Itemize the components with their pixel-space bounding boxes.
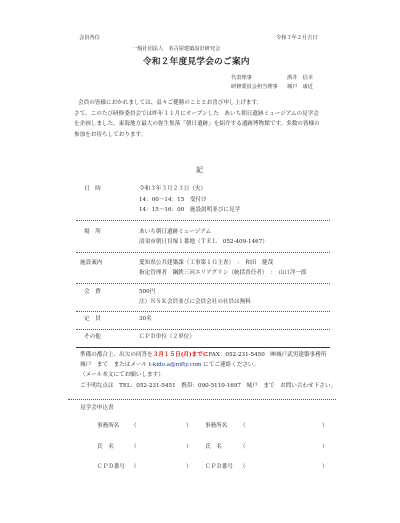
body-line-3: を企画しました。東海地方最大の弥生集落「朝日遺跡」を紹介する遺跡博物館です。多数の皆様の xyxy=(74,121,320,127)
email-link[interactable]: t-kido.a@nifty.com xyxy=(148,362,202,368)
detail-other: ＣＰＤ単位（２単位） xyxy=(139,334,195,340)
document-date: 令和３年２月吉日 xyxy=(276,35,318,41)
detail-datetime-tour: 14：15～16：00 施設説明並びに見学 xyxy=(139,207,241,213)
document-title: 令和２年度見学会のご案内 xyxy=(143,57,250,67)
detail-label-fee: 会 費 xyxy=(84,289,101,295)
detail-label-venue: 場 所 xyxy=(84,229,101,235)
detail-label-datetime: 日 時 xyxy=(84,186,101,192)
form-left-office-label: 事務所名 xyxy=(97,423,120,429)
detail-capacity: 30名 xyxy=(139,316,152,322)
deadline: ３月１５日(月)までに xyxy=(152,352,209,358)
application-line-1-post: FAX：052-231-5450 ㈱城戸武男建築事務所 xyxy=(208,352,327,358)
body-line-4: 参加をお待ちしております。 xyxy=(74,132,147,138)
application-line-2-pre: 城戸 まで またはメール xyxy=(80,362,148,368)
ki-heading: 記 xyxy=(196,166,203,174)
signatory-role-2: 研修委員会担当理事 xyxy=(231,84,278,90)
detail-datetime-date: 令和３年３月２３日（火） xyxy=(139,186,207,192)
divider-3 xyxy=(76,283,330,284)
recipient: 会員各位 xyxy=(79,35,100,41)
signatory-name-2: 城戸 康近 xyxy=(287,84,313,90)
form-title: 見学会申込書 xyxy=(80,405,114,411)
form-left-office-close: ） xyxy=(186,423,192,429)
divider-4 xyxy=(76,311,330,312)
body-line-2: さて、このたび研修委員会では昨年１１月にオープンした あいち朝日遺跡ミュージアムの見学会 xyxy=(74,111,319,117)
organizer: 一般社団法人 名古屋建築設計研究会 xyxy=(132,46,221,52)
cut-line xyxy=(68,399,336,400)
detail-datetime-reception: 14：00～14：15 受付け xyxy=(139,197,207,203)
divider-5 xyxy=(76,329,330,330)
application-line-1-pre: 準備の都合上、出欠の回答を xyxy=(80,352,153,358)
divider-1 xyxy=(76,220,330,221)
detail-label-capacity: 定 員 xyxy=(84,316,101,322)
detail-fee-note: 注）ＮＳＫ会員並びに会員会社の社員は無料 xyxy=(139,299,251,305)
application-line-3: （メール本文にてお願いします） xyxy=(80,372,164,378)
detail-guide-1: 愛知県公共建築課（工事第１Ｇ主査） ： 和田 健哉 xyxy=(139,260,274,266)
form-right-office-close: ） xyxy=(322,423,328,429)
divider-2 xyxy=(76,252,330,253)
form-left-cpd-close: ） xyxy=(186,464,192,470)
application-line-1 xyxy=(80,352,326,359)
detail-venue-name: あいち朝日遺跡ミュージアム xyxy=(139,229,212,235)
form-left-name-close: ） xyxy=(186,444,192,450)
form-left-office-open[interactable]: （ xyxy=(131,423,137,429)
form-right-name-close: ） xyxy=(322,444,328,450)
body-line-1: 会員の皆様におかれましては、益々ご健勝のこととお喜び申し上げます。 xyxy=(78,100,263,106)
form-left-name-open[interactable]: （ xyxy=(131,444,137,450)
detail-fee-amount: 500円 xyxy=(139,289,156,295)
form-right-name-open[interactable]: （ xyxy=(240,444,246,450)
signatory-name-1: 酒井 信幸 xyxy=(287,75,313,81)
application-line-2-post: にてご連絡ください。 xyxy=(203,362,260,368)
form-right-office-open[interactable]: （ xyxy=(240,423,246,429)
form-left-cpd-open[interactable]: （ xyxy=(131,464,137,470)
application-line-2 xyxy=(80,362,259,369)
form-right-name-label: 氏 名 xyxy=(205,444,222,450)
detail-venue-address: 清須市朝日貝塚１番地（ＴＥＬ 052-409-1467） xyxy=(139,239,268,245)
form-right-office-label: 事務所名 xyxy=(205,423,228,429)
detail-label-other: その他 xyxy=(84,334,101,340)
form-right-cpd-close: ） xyxy=(322,464,328,470)
divider-6 xyxy=(76,347,330,348)
detail-label-guide: 施設案内 xyxy=(80,260,103,266)
signatory-role-1: 代表理事 xyxy=(231,75,252,81)
form-left-name-label: 氏 名 xyxy=(97,444,114,450)
application-line-4: ご不明な点は TEL：052-231-5451 携帯：090-5110-1697 城戸 まで お問い合わせ下さい。 xyxy=(80,383,337,389)
form-left-cpd-label: ＣＰＤ番号 xyxy=(97,464,125,470)
form-right-cpd-open[interactable]: （ xyxy=(240,464,246,470)
form-right-cpd-label: ＣＰＤ番号 xyxy=(205,464,233,470)
detail-guide-2: 指定管理者 鋼鉄三河エリアグリン（統括責任者） ： 山口洋一郎 xyxy=(139,270,307,276)
